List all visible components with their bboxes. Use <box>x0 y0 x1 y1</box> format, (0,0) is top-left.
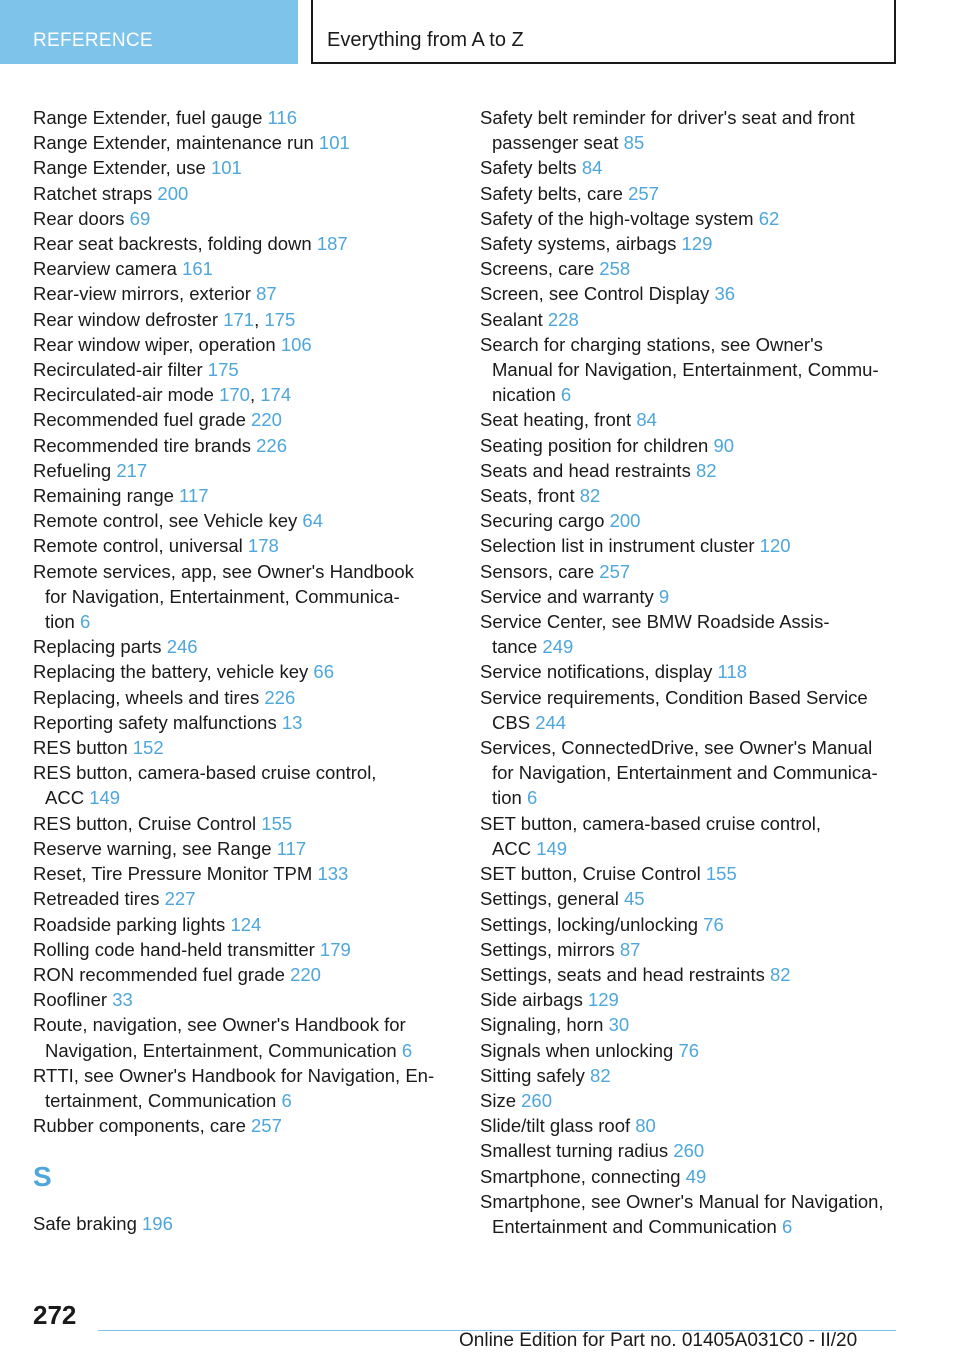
header-title: Everything from A to Z <box>327 29 524 51</box>
index-entry <box>33 987 453 1012</box>
index-entry <box>33 130 453 155</box>
index-entry <box>33 357 453 382</box>
index-entry <box>33 659 453 684</box>
page-reference-link[interactable]: 178 <box>247 535 279 557</box>
index-entry-text: Refueling <box>33 459 112 481</box>
page-reference-link[interactable]: 149 <box>536 837 568 859</box>
index-entry-text: Sensors, care <box>480 560 595 582</box>
index-entry-text: Seat heating, front <box>480 409 632 431</box>
index-entry-text: Reset, Tire Pressure Monitor TPM <box>33 863 313 885</box>
page-reference-link[interactable]: 49 <box>685 1165 707 1187</box>
index-entry <box>480 811 905 861</box>
page-reference-link[interactable]: 30 <box>608 1014 630 1036</box>
index-entry-text: Screens, care <box>480 258 595 280</box>
index-entry-text: Rear window defroster <box>33 308 219 330</box>
page-reference-link[interactable]: 80 <box>635 1115 656 1137</box>
index-entry <box>33 735 453 760</box>
page-reference-link[interactable]: 220 <box>251 409 282 431</box>
index-entry-text: for Navigation, Entertainment, Communica- <box>45 585 400 607</box>
index-entry-text: tion <box>45 611 75 633</box>
index-entry <box>480 735 905 811</box>
index-entry-text: Smallest turning radius <box>480 1140 669 1162</box>
index-entry-text: Reserve warning, see Range <box>33 837 272 859</box>
page-reference-link[interactable]: 64 <box>302 510 323 532</box>
index-entry-text: Remote services, app, see Owner's Handbook <box>33 560 414 582</box>
page-reference-link[interactable]: 258 <box>599 258 631 280</box>
index-entry-text: RES button, camera-based cruise control, <box>33 762 377 784</box>
index-entry-text: Service notifications, display <box>480 661 713 683</box>
page-reference-link[interactable]: 82 <box>579 485 601 507</box>
index-entry <box>480 861 905 886</box>
page-reference-link[interactable]: 246 <box>166 636 198 658</box>
index-entry-text: tertainment, Communication <box>45 1089 277 1111</box>
index-entry-text: Service and warranty <box>480 585 654 607</box>
section-letter-s: S <box>33 1161 52 1193</box>
page-reference-link[interactable]: 82 <box>695 459 717 481</box>
index-entry-text: ACC <box>45 787 85 809</box>
index-list-s <box>33 1211 453 1236</box>
index-entry <box>480 433 905 458</box>
index-entry <box>480 912 905 937</box>
index-entry-text: Size <box>480 1089 516 1111</box>
index-list-s-continued <box>480 105 905 1239</box>
index-entry <box>480 1038 905 1063</box>
index-entry <box>33 1012 453 1062</box>
index-entry-text: Rear seat backrests, folding down <box>33 233 312 255</box>
index-list-r <box>33 105 453 1138</box>
index-entry: Recirculated-air mode 170, 174 <box>33 384 292 406</box>
index-entry <box>33 710 453 735</box>
page-reference-link[interactable]: 249 <box>542 636 574 658</box>
page-reference-link[interactable]: 9 <box>658 585 670 607</box>
index-column-right <box>480 105 905 1239</box>
index-entry <box>33 231 453 256</box>
index-entry <box>33 685 453 710</box>
page-reference-link[interactable]: 129 <box>587 989 619 1011</box>
index-entry <box>480 307 905 332</box>
index-entry-text: RON recommended fuel grade <box>33 963 285 985</box>
index-entry <box>33 861 453 886</box>
index-entry <box>480 332 905 408</box>
page-reference-link[interactable]: 226 <box>256 434 288 456</box>
index-entry-text: Settings, seats and head restraints <box>480 963 765 985</box>
page-reference-link[interactable]: 87 <box>619 938 641 960</box>
index-entry-text: Range Extender, fuel gauge <box>33 107 263 128</box>
page-reference-link[interactable]: 228 <box>547 308 579 330</box>
index-entry <box>480 685 905 735</box>
index-entry-text: Rear doors <box>33 207 125 229</box>
header-title-box <box>311 0 896 64</box>
page-reference-link[interactable]: 161 <box>182 258 213 280</box>
index-entry <box>480 1012 905 1037</box>
index-entry <box>480 659 905 684</box>
index-entry-text: RTTI, see Owner's Handbook for Navigation, En- <box>33 1064 435 1086</box>
page-reference-link[interactable]: 82 <box>590 1064 611 1086</box>
page-reference-link[interactable]: 155 <box>705 863 737 885</box>
index-entry <box>480 609 905 659</box>
page-reference-link[interactable]: 133 <box>317 863 349 885</box>
index-entry-text: for Navigation, Entertainment and Communica- <box>492 762 878 784</box>
header-section-label: REFERENCE <box>33 30 153 51</box>
page-reference-link[interactable]: 187 <box>316 233 348 255</box>
index-entry <box>33 760 453 810</box>
page-reference-link[interactable]: 6 <box>401 1039 413 1061</box>
page-reference-link[interactable]: 62 <box>758 207 780 229</box>
page-reference-link[interactable]: 200 <box>157 182 189 204</box>
index-entry-text: Smartphone, connecting <box>480 1165 681 1187</box>
index-entry-text: Reporting safety malfunctions <box>33 711 277 733</box>
index-entry-text: Signals when unlocking <box>480 1039 674 1061</box>
index-entry-text: Manual for Navigation, Entertainment, Commu- <box>492 359 879 381</box>
index-entry <box>480 584 905 609</box>
page-reference-link[interactable]: 36 <box>714 283 736 305</box>
index-entry-text: Replacing, wheels and tires <box>33 686 260 708</box>
index-entry <box>480 1189 905 1239</box>
index-entry-text: SET button, camera-based cruise control, <box>480 812 822 834</box>
index-entry-text: tance <box>492 636 538 658</box>
page-reference-link[interactable]: 6 <box>526 787 538 809</box>
index-entry <box>33 181 453 206</box>
index-entry-text: Sealant <box>480 308 543 330</box>
index-entry <box>480 281 905 306</box>
index-entry-text: Recirculated-air filter <box>33 359 203 381</box>
index-entry-text: Safety of the high-voltage system <box>480 207 754 229</box>
index-entry-text: Search for charging stations, see Owner's <box>480 333 823 355</box>
index-entry <box>480 256 905 281</box>
index-entry-text: Remote control, universal <box>33 535 243 557</box>
index-entry <box>480 1138 905 1163</box>
page-reference-link[interactable]: 33 <box>112 989 133 1011</box>
page-reference-link[interactable]: 13 <box>281 711 303 733</box>
index-entry-text: Rear window wiper, operation <box>33 333 276 355</box>
page-reference-link[interactable]: 101 <box>210 157 242 179</box>
index-entry <box>33 533 453 558</box>
page-reference-link[interactable]: 152 <box>132 737 164 759</box>
page-reference-link[interactable]: 120 <box>759 535 791 557</box>
page-reference-link[interactable]: 175 <box>264 308 296 330</box>
index-entry-text: Navigation, Entertainment, Communication <box>45 1039 397 1061</box>
index-entry-text: Seats, front <box>480 485 575 507</box>
index-entry-text: Roofliner <box>33 989 108 1011</box>
index-entry <box>480 206 905 231</box>
index-entry-text: Side airbags <box>480 989 583 1011</box>
index-entry-text: Settings, mirrors <box>480 938 615 960</box>
page-reference-link[interactable]: 257 <box>599 560 631 582</box>
index-entry-text: Safe braking <box>33 1213 137 1235</box>
index-entry <box>33 483 453 508</box>
page-reference-link[interactable]: 90 <box>713 434 735 456</box>
index-entry <box>33 206 453 231</box>
index-entry <box>480 181 905 206</box>
page-reference-link[interactable]: 76 <box>678 1039 700 1061</box>
page-reference-link[interactable]: 257 <box>251 1115 282 1137</box>
index-entry-text: Roadside parking lights <box>33 913 226 935</box>
index-entry-text: tion <box>492 787 522 809</box>
footer-edition-text: Online Edition for Part no. 01405A031C0 - II/20 <box>459 1330 858 1351</box>
page-reference-link[interactable]: 6 <box>281 1089 292 1111</box>
index-entry <box>33 937 453 962</box>
index-entry <box>33 811 453 836</box>
index-entry <box>33 962 453 987</box>
page-reference-link[interactable]: 85 <box>623 132 645 154</box>
index-entry <box>480 231 905 256</box>
index-entry <box>480 987 905 1012</box>
index-entry <box>480 483 905 508</box>
page-reference-link[interactable]: 179 <box>319 938 351 960</box>
index-entry-text: SET button, Cruise Control <box>480 863 701 885</box>
index-entry <box>33 281 453 306</box>
index-entry-text: RES button <box>33 737 128 759</box>
index-entry-text: Seats and head restraints <box>480 459 691 481</box>
index-entry <box>480 105 905 155</box>
index-entry <box>480 1063 905 1088</box>
index-entry <box>33 155 453 180</box>
index-entry-text: Route, navigation, see Owner's Handbook for <box>33 1014 406 1036</box>
index-entry <box>33 1113 453 1138</box>
index-entry <box>480 886 905 911</box>
page-reference-link[interactable]: 116 <box>267 107 298 128</box>
index-entry <box>480 1088 905 1113</box>
page-reference-link[interactable]: 117 <box>276 837 307 859</box>
page-reference-link[interactable]: 171 <box>223 308 255 330</box>
index-entry-text: Safety systems, airbags <box>480 233 677 255</box>
page-reference-link[interactable]: 175 <box>207 359 239 381</box>
index-entry-text: Settings, general <box>480 888 619 910</box>
page-reference-link[interactable]: 217 <box>116 459 148 481</box>
index-column-left <box>33 105 453 1237</box>
index-entry-text: Range Extender, use <box>33 157 206 179</box>
index-entry-text: Entertainment and Communication <box>492 1215 777 1237</box>
page-reference-link[interactable]: 257 <box>628 182 659 204</box>
index-entry <box>480 937 905 962</box>
page-reference-link[interactable]: 226 <box>264 686 296 708</box>
page-reference-link[interactable]: 118 <box>717 661 748 683</box>
index-entry-text: nication <box>492 384 556 406</box>
index-entry <box>33 433 453 458</box>
index-entry-text: Service Center, see BMW Roadside Assis- <box>480 611 830 633</box>
page-reference-link[interactable]: 196 <box>142 1213 173 1235</box>
page-reference-link[interactable]: 149 <box>89 787 121 809</box>
index-entry-text: Safety belts, care <box>480 182 623 204</box>
index-entry-text: Recommended tire brands <box>33 434 251 456</box>
index-entry-text: Remaining range <box>33 485 174 507</box>
index-entry-text: Replacing the battery, vehicle key <box>33 661 309 683</box>
page-reference-link[interactable]: 227 <box>164 888 196 910</box>
page-reference-link[interactable]: 6 <box>79 611 91 633</box>
index-entry-text: Signaling, horn <box>480 1014 604 1036</box>
index-entry-text: Safety belt reminder for driver's seat and front <box>480 107 855 128</box>
index-entry-text: Slide/tilt glass roof <box>480 1115 631 1137</box>
page-reference-link[interactable]: 260 <box>673 1140 705 1162</box>
page-reference-link[interactable]: 220 <box>290 963 321 985</box>
index-entry-text: ACC <box>492 837 532 859</box>
index-entry <box>480 508 905 533</box>
index-entry-text: Recirculated-air mode <box>33 384 214 406</box>
index-entry <box>480 962 905 987</box>
index-entry <box>33 407 453 432</box>
page-reference-link[interactable]: 87 <box>256 283 277 305</box>
index-entry <box>33 634 453 659</box>
index-entry <box>33 105 453 130</box>
page-reference-link[interactable]: 129 <box>681 233 713 255</box>
index-entry-text: Securing cargo <box>480 510 605 532</box>
header-section-tab <box>0 0 298 64</box>
index-entry <box>480 155 905 180</box>
index-entry <box>33 256 453 281</box>
index-entry-text: Selection list in instrument cluster <box>480 535 755 557</box>
index-entry-text: Rolling code hand-held transmitter <box>33 938 315 960</box>
index-entry <box>480 458 905 483</box>
page-reference-link[interactable]: 200 <box>609 510 641 532</box>
page-reference-link[interactable]: 260 <box>521 1089 553 1111</box>
index-entry-text: Remote control, see Vehicle key <box>33 510 298 532</box>
index-entry-text: Range Extender, maintenance run <box>33 132 314 154</box>
index-entry-text: Service requirements, Condition Based Service <box>480 686 868 708</box>
page-reference-link[interactable]: 45 <box>623 888 645 910</box>
index-entry: Rear window defroster 171, 175 <box>33 308 296 330</box>
index-entry-text: Safety belts <box>480 157 577 179</box>
index-entry <box>33 886 453 911</box>
page-reference-link[interactable]: 69 <box>129 207 151 229</box>
index-entry-text: Rearview camera <box>33 258 177 280</box>
page-reference-link[interactable]: 101 <box>318 132 350 154</box>
index-entry-text: Screen, see Control Display <box>480 283 710 305</box>
page-reference-link[interactable]: 117 <box>179 485 209 507</box>
page-reference-link[interactable]: 66 <box>313 661 334 683</box>
index-entry <box>480 1164 905 1189</box>
index-entry-text: Settings, locking/unlocking <box>480 913 699 935</box>
index-entry-text: Sitting safely <box>480 1064 585 1086</box>
page-reference-link[interactable]: 6 <box>560 384 572 406</box>
index-entry-text: Recommended fuel grade <box>33 409 246 431</box>
index-entry <box>33 912 453 937</box>
page-reference-link[interactable]: 6 <box>782 1215 793 1237</box>
index-entry-text: Replacing parts <box>33 636 162 658</box>
index-entry <box>33 1063 453 1113</box>
page-reference-link[interactable]: 84 <box>636 409 657 431</box>
index-entry-text: Rear-view mirrors, exterior <box>33 283 251 305</box>
index-entry-text: CBS <box>492 711 531 733</box>
page-reference-link[interactable]: 170 <box>219 384 250 406</box>
page-number: 272 <box>33 1300 77 1330</box>
index-entry <box>33 836 453 861</box>
index-entry <box>480 533 905 558</box>
page-reference-link[interactable]: 76 <box>703 913 724 935</box>
index-entry <box>480 559 905 584</box>
index-entry <box>480 1113 905 1138</box>
index-entry <box>480 407 905 432</box>
page-reference-link[interactable]: 82 <box>770 963 791 985</box>
index-entry-text: Retreaded tires <box>33 888 160 910</box>
page-reference-link[interactable]: 124 <box>230 913 262 935</box>
index-entry <box>33 559 453 635</box>
page-reference-link[interactable]: 106 <box>280 333 312 355</box>
page-reference-link[interactable]: 174 <box>260 384 292 406</box>
index-entry-text: Services, ConnectedDrive, see Owner's Manual <box>480 737 873 759</box>
index-entry-text: Smartphone, see Owner's Manual for Navigation, <box>480 1190 884 1212</box>
index-entry-text: Rubber components, care <box>33 1115 246 1137</box>
index-entry <box>33 508 453 533</box>
index-entry-text: RES button, Cruise Control <box>33 812 257 834</box>
page-reference-link[interactable]: 155 <box>261 812 293 834</box>
index-entry <box>33 332 453 357</box>
index-entry <box>33 458 453 483</box>
page-reference-link[interactable]: 84 <box>581 157 603 179</box>
index-entry <box>33 1211 453 1236</box>
index-entry-text: passenger seat <box>492 132 619 154</box>
index-entry-text: Seating position for children <box>480 434 709 456</box>
page-reference-link[interactable]: 244 <box>535 711 567 733</box>
index-entry-text: Ratchet straps <box>33 182 153 204</box>
